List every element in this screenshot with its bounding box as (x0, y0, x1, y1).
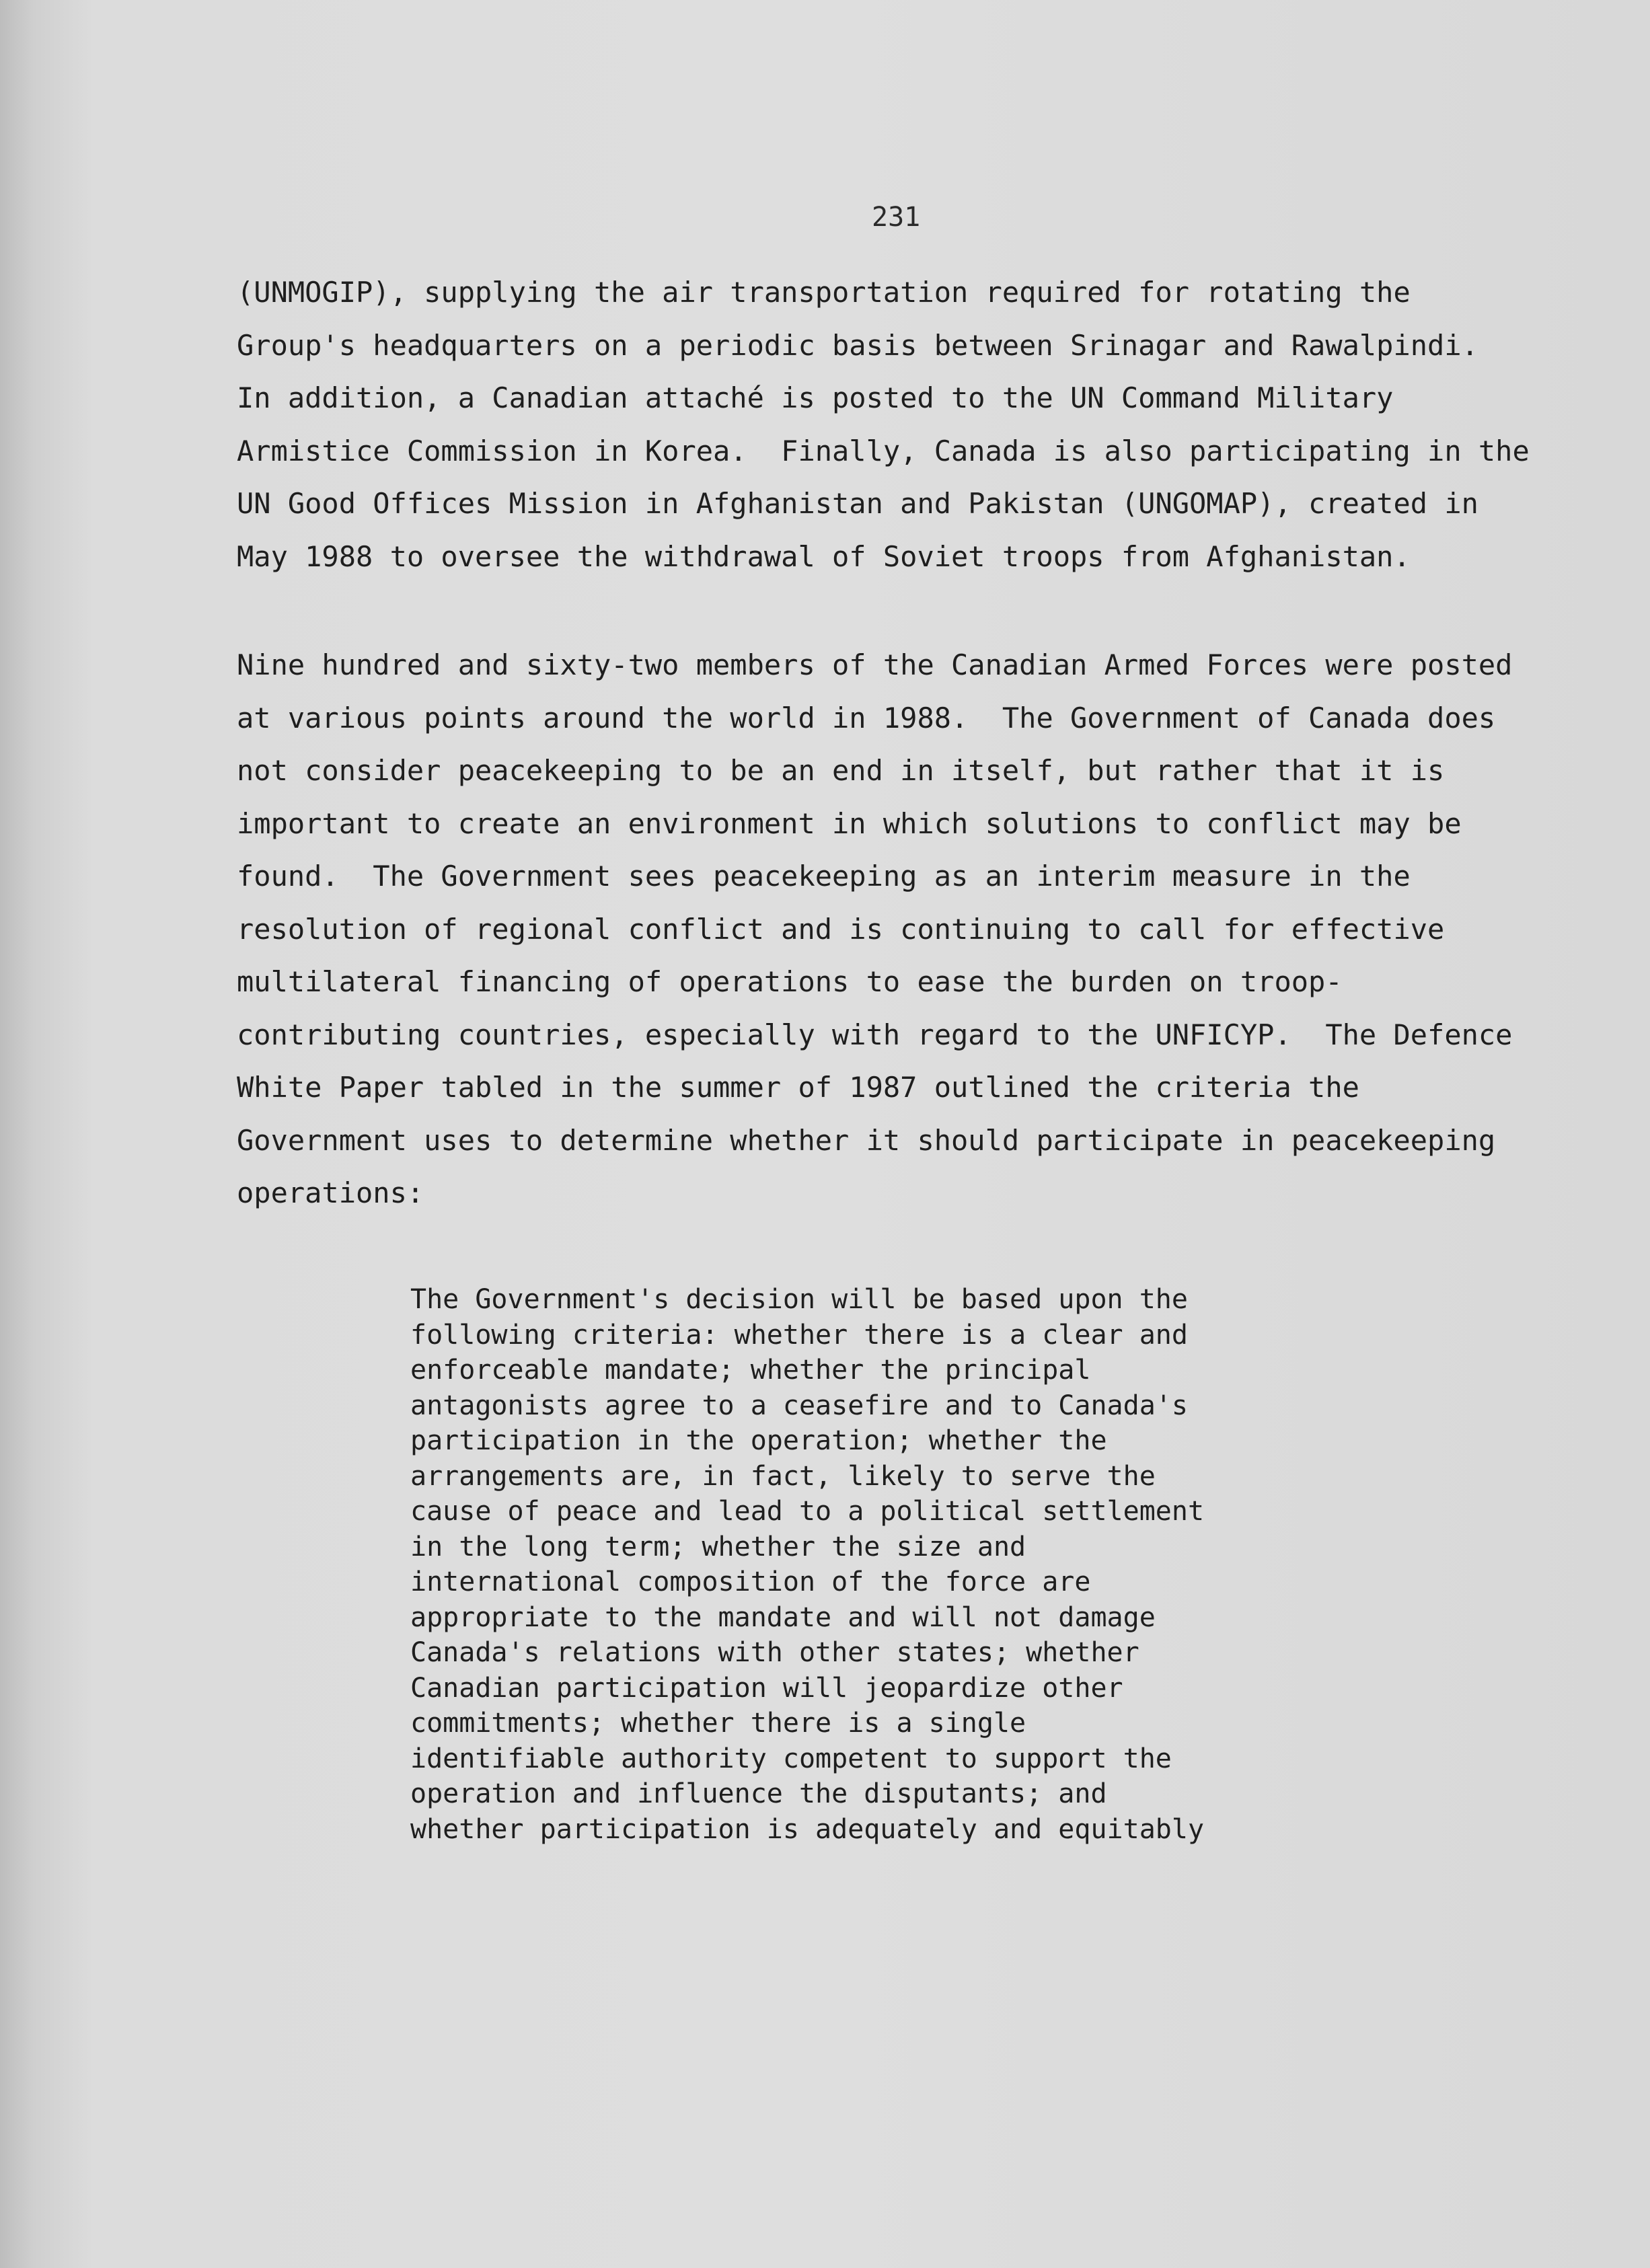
text-line: at various points around the world in 1988. The Government of Canada does (237, 701, 1496, 734)
text-line: Government uses to determine whether it should participate in peacekeeping (237, 1123, 1496, 1157)
text-line: Nine hundred and sixty-two members of the Canadian Armed Forces were posted (237, 648, 1513, 681)
text-line: May 1988 to oversee the withdrawal of Soviet troops from Afghanistan. (237, 539, 1411, 573)
quote-line: participation in the operation; whether the (410, 1425, 1107, 1456)
text-line: Armistice Commission in Korea. Finally, Canada is also participating in the (237, 434, 1530, 467)
block-quote (410, 1282, 1352, 1847)
quote-line: Canada's relations with other states; whether (410, 1637, 1139, 1668)
quote-line: Canadian participation will jeopardize other (410, 1672, 1123, 1704)
quote-line: commitments; whether there is a single (410, 1708, 1026, 1739)
page-number: 231 (872, 202, 921, 233)
text-line: UN Good Offices Mission in Afghanistan and Pakistan (UNGOMAP), created in (237, 487, 1478, 520)
text-line: multilateral financing of operations to ease the burden on troop- (237, 965, 1343, 998)
quote-line: enforceable mandate; whether the principal (410, 1355, 1091, 1386)
text-line: (UNMOGIP), supplying the air transportation required for rotating the (237, 276, 1411, 309)
text-line: important to create an environment in which solutions to conflict may be (237, 806, 1462, 840)
quote-line: antagonists agree to a ceasefire and to Canada's (410, 1390, 1188, 1421)
quote-line: following criteria: whether there is a clear and (410, 1319, 1188, 1351)
text-line: not consider peacekeeping to be an end in itself, but rather that it is (237, 754, 1445, 787)
text-line: In addition, a Canadian attaché is posted to the UN Command Military (237, 381, 1394, 414)
paragraph-1 (237, 266, 1575, 583)
quote-line: appropriate to the mandate and will not damage (410, 1601, 1156, 1633)
quote-line: in the long term; whether the size and (410, 1531, 1026, 1562)
paragraph-2 (237, 639, 1575, 1220)
quote-line: identifiable authority competent to support the (410, 1743, 1172, 1774)
quote-line: operation and influence the disputants; and (410, 1778, 1107, 1809)
text-line: resolution of regional conflict and is continuing to call for effective (237, 912, 1445, 946)
text-line: contributing countries, especially with regard to the UNFICYP. The Defence (237, 1018, 1513, 1051)
text-line: operations: (237, 1176, 424, 1209)
text-line: White Paper tabled in the summer of 1987 outlined the criteria the (237, 1071, 1359, 1104)
text-line: found. The Government sees peacekeeping as an interim measure in the (237, 860, 1411, 893)
text-line: Group's headquarters on a periodic basis between Srinagar and Rawalpindi. (237, 328, 1478, 362)
quote-line: arrangements are, in fact, likely to serve the (410, 1460, 1156, 1492)
quote-line: cause of peace and lead to a political settlement (410, 1496, 1205, 1527)
quote-line: The Government's decision will be based upon the (410, 1284, 1188, 1315)
quote-line: whether participation is adequately and equitably (410, 1813, 1205, 1845)
quote-line: international composition of the force are (410, 1566, 1091, 1597)
